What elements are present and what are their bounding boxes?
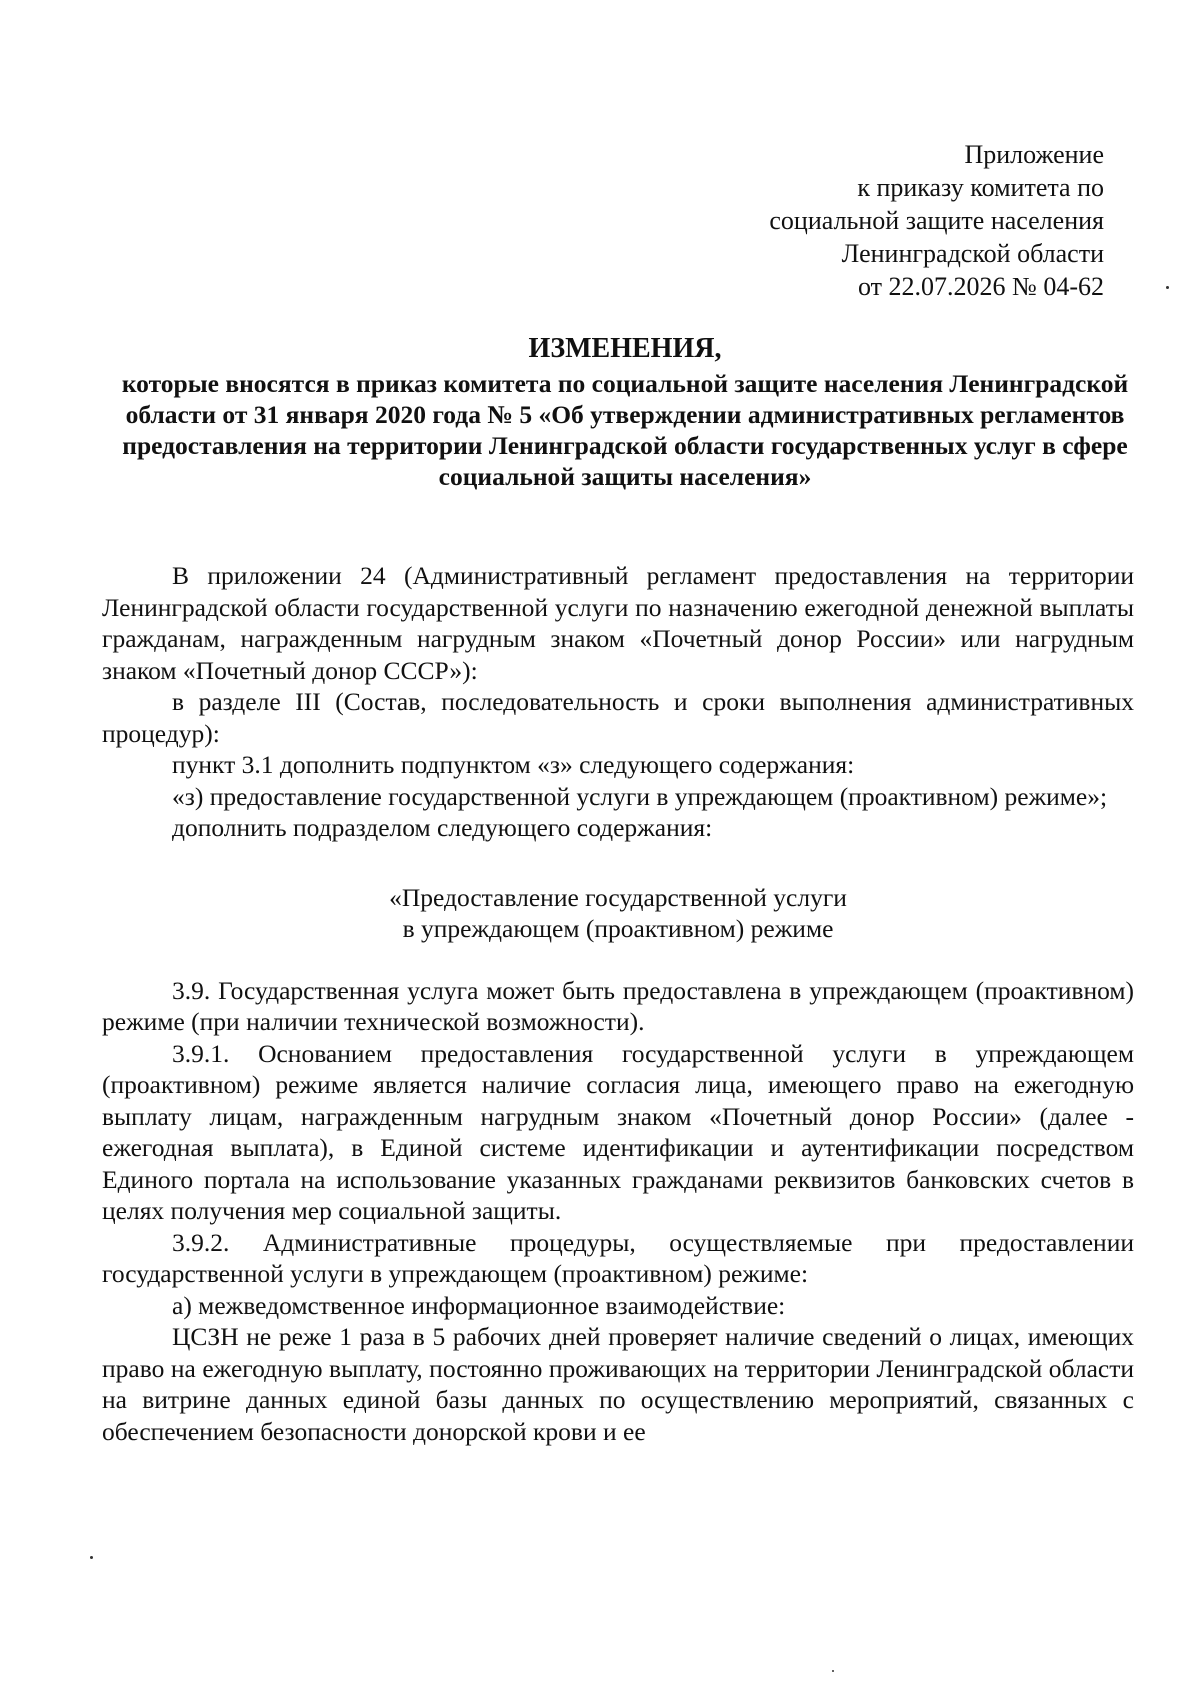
document-subtitle: которые вносятся в приказ комитета по социальной защите населения Ленинградской области от 31 января 2020 года № 5 «Об утверждении административных регламентов предоставления на территории Ленинградской области государственных услуг в сфере социальной защиты населения» (121, 369, 1129, 491)
paragraph: 3.9.1. Основанием предоставления государственной услуги в упреждающем (проактивном) режиме является наличие согласия лица, имеющего право на ежегодную выплату лицам, награжденным нагрудным знаком «Почетный донор России» (далее - ежегодная выплата), в Единой системе идентификации и аутентификации посредством Единого портала на использование указанных гражданами реквизитов банковских счетов в целях получения мер социальной защиты. (102, 1038, 1134, 1225)
appendix-line: социальной защите населения (769, 206, 1104, 235)
paragraph: в разделе III (Состав, последовательность и сроки выполнения административных процедур): (102, 687, 1134, 748)
document-title: ИЗМЕНЕНИЯ, (528, 333, 722, 364)
document-heading (110, 332, 1140, 492)
paragraph: а) межведомственное информационное взаимодействие: (172, 1290, 786, 1320)
appendix-line: от 22.07.2026 № 04-62 (858, 272, 1104, 301)
document-body (102, 560, 1134, 1447)
paragraph: «з) предоставление государственной услуги в упреждающем (проактивном) режиме»; (172, 781, 1108, 811)
paragraph: дополнить подразделом следующего содержания: (172, 813, 713, 842)
paragraph: ЦСЗН не реже 1 раза в 5 рабочих дней проверяет наличие сведений о лицах, имеющих право на ежегодную выплату, постоянно проживающих на территории Ленинградской области на витрине данных единой базы данных по осуществлению мероприятий, связанных с обеспечением безопасности донорской крови и ее (102, 1322, 1134, 1446)
scan-speck (832, 1670, 834, 1672)
subsection-title-line: в упреждающем (проактивном) режиме (402, 914, 834, 943)
appendix-block (769, 138, 1104, 303)
appendix-line: Приложение (964, 140, 1104, 169)
paragraph: пункт 3.1 дополнить подпунктом «з» следующего содержания: (172, 750, 855, 779)
paragraph: 3.9. Государственная услуга может быть предоставлена в упреждающем (проактивном) режиме (при наличии технической возможности). (102, 975, 1134, 1036)
subsection-title-line: «Предоставление государственной услуги (389, 882, 847, 912)
appendix-line: Ленинградской области (841, 239, 1104, 268)
paragraph: 3.9.2. Административные процедуры, осуществляемые при предоставлении государственной услуги в упреждающем (проактивном) режиме: (102, 1227, 1134, 1288)
paragraph: В приложении 24 (Административный регламент предоставления на территории Ленинградской области государственной услуги по назначению ежегодной денежной выплаты гражданам, награжденным нагрудным знаком «Почетный донор России» или нагрудным знаком «Почетный донор СССР»): (102, 561, 1134, 685)
appendix-line: к приказу комитета по (857, 173, 1104, 202)
scan-speck (90, 1556, 93, 1559)
scan-speck (1166, 286, 1169, 289)
